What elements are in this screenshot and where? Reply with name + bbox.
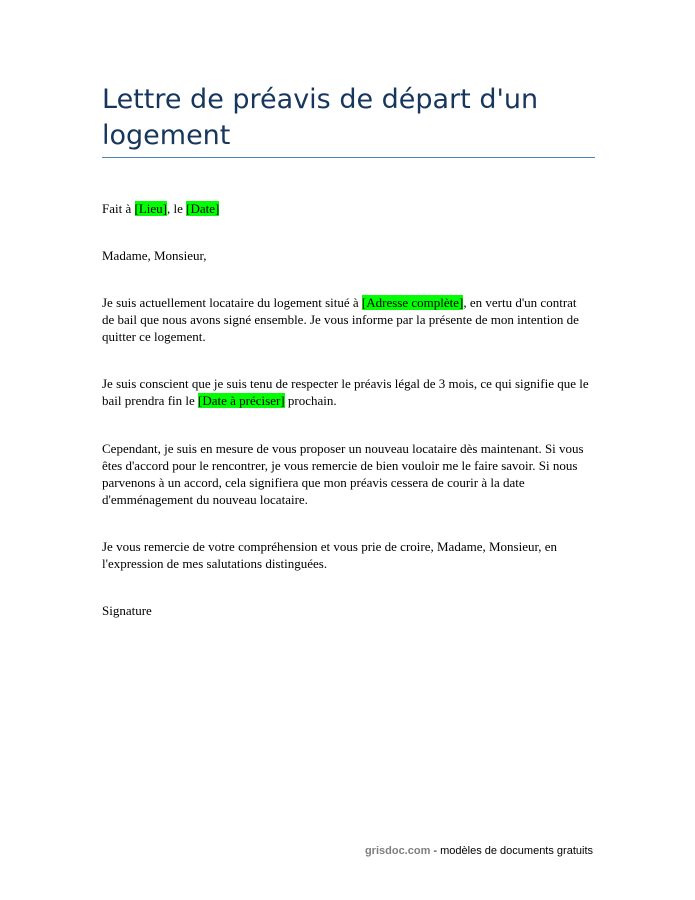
paragraph-address-before: Je suis actuellement locataire du logement situé à xyxy=(102,295,362,310)
title-underline xyxy=(102,157,595,158)
footer-tagline: - modèles de documents gratuits xyxy=(430,845,593,857)
signature: Signature xyxy=(102,603,152,618)
paragraph-notice-after: prochain. xyxy=(284,393,337,408)
document-title: Lettre de préavis de départ d'un logement xyxy=(102,84,539,151)
address-placeholder: [Adresse complète] xyxy=(361,295,464,310)
paragraph-address-after: , en vertu d'un contrat de bail que nous avons signé ensemble. Je vous informe par la présente de mon intention de quitter ce logement. xyxy=(102,295,579,344)
place-date-line xyxy=(102,200,592,217)
end-date-placeholder: [Date à préciser] xyxy=(198,393,285,408)
date-separator: , le xyxy=(166,201,187,216)
paragraph-address xyxy=(102,294,592,345)
place-prefix: Fait à xyxy=(102,201,135,216)
paragraph-new-tenant: Cependant, je suis en mesure de vous proposer un nouveau locataire dès maintenant. Si vous êtes d'accord pour le rencontrer, je vous remercie de bien vouloir me le faire savoir. Si nous parvenons à un accord, cela signifiera que mon préavis cessera de courir à la date d'emménagement du nouveau locataire. xyxy=(102,441,584,507)
salutation: Madame, Monsieur, xyxy=(102,248,207,263)
place-placeholder: [Lieu] xyxy=(134,201,167,216)
paragraph-notice-before: Je suis conscient que je suis tenu de respecter le préavis légal de 3 mois, ce qui signifie que le bail prendra fin le xyxy=(102,376,589,408)
footer-brand-link[interactable]: grisdoc.com xyxy=(364,845,431,857)
paragraph-notice xyxy=(102,375,592,409)
footer xyxy=(300,845,593,857)
date-placeholder: [Date] xyxy=(186,201,220,216)
paragraph-closing: Je vous remercie de votre compréhension et vous prie de croire, Madame, Monsieur, en l'expression de mes salutations distinguées. xyxy=(102,539,558,571)
